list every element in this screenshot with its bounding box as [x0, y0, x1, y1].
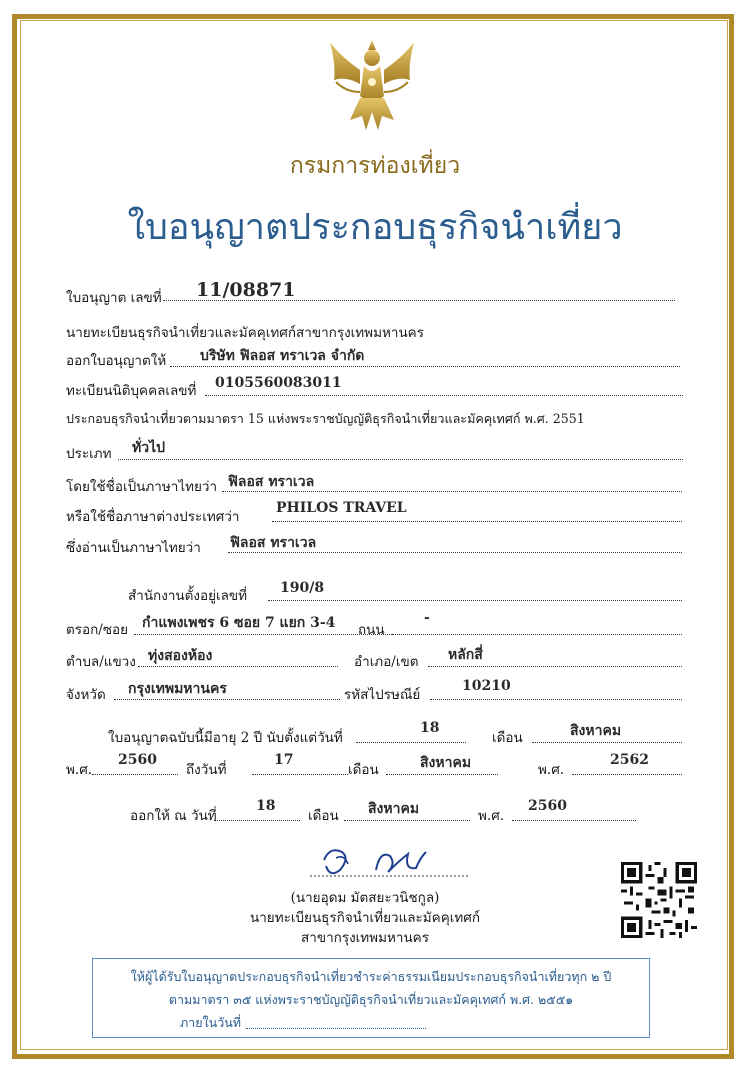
dotted-line [428, 666, 682, 667]
dotted-line [246, 1028, 426, 1029]
subdistrict-value: ทุ่งสองห้อง [148, 648, 213, 664]
issued-date-label: ออกให้ ณ วันที่ [130, 808, 217, 824]
district-label: อำเภอ/เขต [354, 654, 419, 670]
road-value: - [424, 610, 430, 626]
office-number-value: 190/8 [280, 580, 325, 596]
dotted-line [392, 634, 682, 635]
postcode-label: รหัสไปรษณีย์ [344, 687, 421, 703]
dotted-line [252, 774, 348, 775]
notice-line-2: ตามมาตรา ๓๕ แห่งพระราชบัญญัติธุรกิจนำเที่ยวและมัคคุเทศก์ พ.ศ. ๒๕๕๑ [168, 992, 574, 1007]
validity-year-label: พ.ศ. [66, 762, 93, 778]
province-label: จังหวัด [66, 687, 106, 703]
registrar-line: นายทะเบียนธุรกิจนำเที่ยวและมัคคุเทศก์สาขากรุงเทพมหานคร [66, 325, 424, 341]
subdistrict-label: ตำบล/แขวง [66, 654, 136, 670]
dotted-line [532, 742, 682, 743]
validity-intro-label: ใบอนุญาตฉบับนี้มีอายุ 2 ปี นับตั้งแต่วันที่ [108, 730, 343, 746]
validity-to-month: สิงหาคม [420, 755, 472, 771]
validity-to-month-label: เดือน [348, 762, 379, 778]
business-type-label: ประเภท [66, 446, 112, 462]
dotted-line [386, 774, 498, 775]
validity-to-day: 17 [274, 752, 294, 768]
thai-reading-value: ฟิลอส ทราเวล [230, 535, 317, 551]
dotted-line [272, 521, 682, 522]
notice-line-1: ให้ผู้ได้รับใบอนุญาตประกอบธุรกิจนำเที่ยวชำระค่าธรรมเนียมประกอบธุรกิจนำเที่ยวทุก ๒ ปี [130, 969, 612, 984]
district-value: หลักสี่ [448, 647, 483, 663]
dotted-line [430, 699, 682, 700]
validity-to-label: ถึงวันที่ [186, 762, 227, 778]
issued-month-label: เดือน [308, 808, 339, 824]
validity-from-year: 2560 [118, 752, 157, 768]
department-name: กรมการท่องเที่ยว [289, 153, 461, 179]
dotted-line [205, 395, 683, 396]
validity-to-year-label: พ.ศ. [538, 762, 565, 778]
signatory-branch: สาขากรุงเทพมหานคร [301, 930, 429, 946]
document-title: ใบอนุญาตประกอบธุรกิจนำเที่ยว [127, 207, 623, 248]
province-value: กรุงเทพมหานคร [128, 681, 227, 697]
issued-year-label: พ.ศ. [478, 808, 505, 824]
dotted-line [118, 459, 683, 460]
garuda-emblem-icon [326, 36, 418, 136]
signatory-name: (นายอุดม มัตสยะวนิชกูล) [290, 890, 440, 906]
issued-month: สิงหาคม [368, 801, 420, 817]
road-label: ถนน [358, 622, 385, 638]
dotted-line [92, 774, 178, 775]
signature-icon [300, 836, 480, 884]
qr-code-icon [621, 862, 697, 938]
issued-to-value: บริษัท ฟิลอส ทราเวล จำกัด [200, 348, 365, 364]
dotted-line [268, 600, 682, 601]
issued-to-label: ออกใบอนุญาตให้ [66, 353, 167, 369]
office-number-label: สำนักงานตั้งอยู่เลขที่ [128, 588, 248, 604]
validity-to-year: 2562 [610, 752, 649, 768]
thai-name-value: ฟิลอส ทราเวล [228, 474, 315, 490]
foreign-name-value: PHILOS TRAVEL [276, 500, 407, 516]
license-number-value: 11/08871 [196, 279, 296, 301]
dotted-line [572, 774, 682, 775]
postcode-value: 10210 [462, 678, 511, 694]
legal-section-line: ประกอบธุรกิจนำเที่ยวตามมาตรา 15 แห่งพระราชบัญญัติธุรกิจนำเที่ยวและมัคคุเทศก์ พ.ศ. 2551 [66, 411, 585, 426]
dotted-line [134, 634, 396, 635]
validity-from-month: สิงหาคม [570, 723, 622, 739]
signatory-position: นายทะเบียนธุรกิจนำเที่ยวและมัคคุเทศก์ [249, 910, 481, 926]
business-type-value: ทั่วไป [132, 440, 166, 456]
juristic-number-value: 0105560083011 [215, 375, 342, 391]
thai-name-label: โดยใช้ชื่อเป็นภาษาไทยว่า [66, 479, 218, 495]
validity-month-label: เดือน [492, 730, 523, 746]
notice-line-3: ภายในวันที่ [180, 1015, 242, 1030]
juristic-number-label: ทะเบียนนิติบุคคลเลขที่ [66, 383, 197, 399]
dotted-line [214, 820, 300, 821]
soi-label: ตรอก/ซอย [66, 622, 129, 638]
dotted-line [512, 820, 636, 821]
soi-value: กำแพงเพชร 6 ซอย 7 แยก 3-4 [142, 615, 336, 631]
license-number-label: ใบอนุญาต เลขที่ [66, 290, 162, 306]
issued-year: 2560 [528, 798, 567, 814]
dotted-line [344, 820, 470, 821]
validity-from-day: 18 [420, 720, 440, 736]
thai-reading-label: ซึ่งอ่านเป็นภาษาไทยว่า [66, 540, 201, 556]
dotted-line [356, 742, 466, 743]
foreign-name-label: หรือใช้ชื่อภาษาต่างประเทศว่า [66, 509, 240, 525]
issued-day: 18 [256, 798, 276, 814]
